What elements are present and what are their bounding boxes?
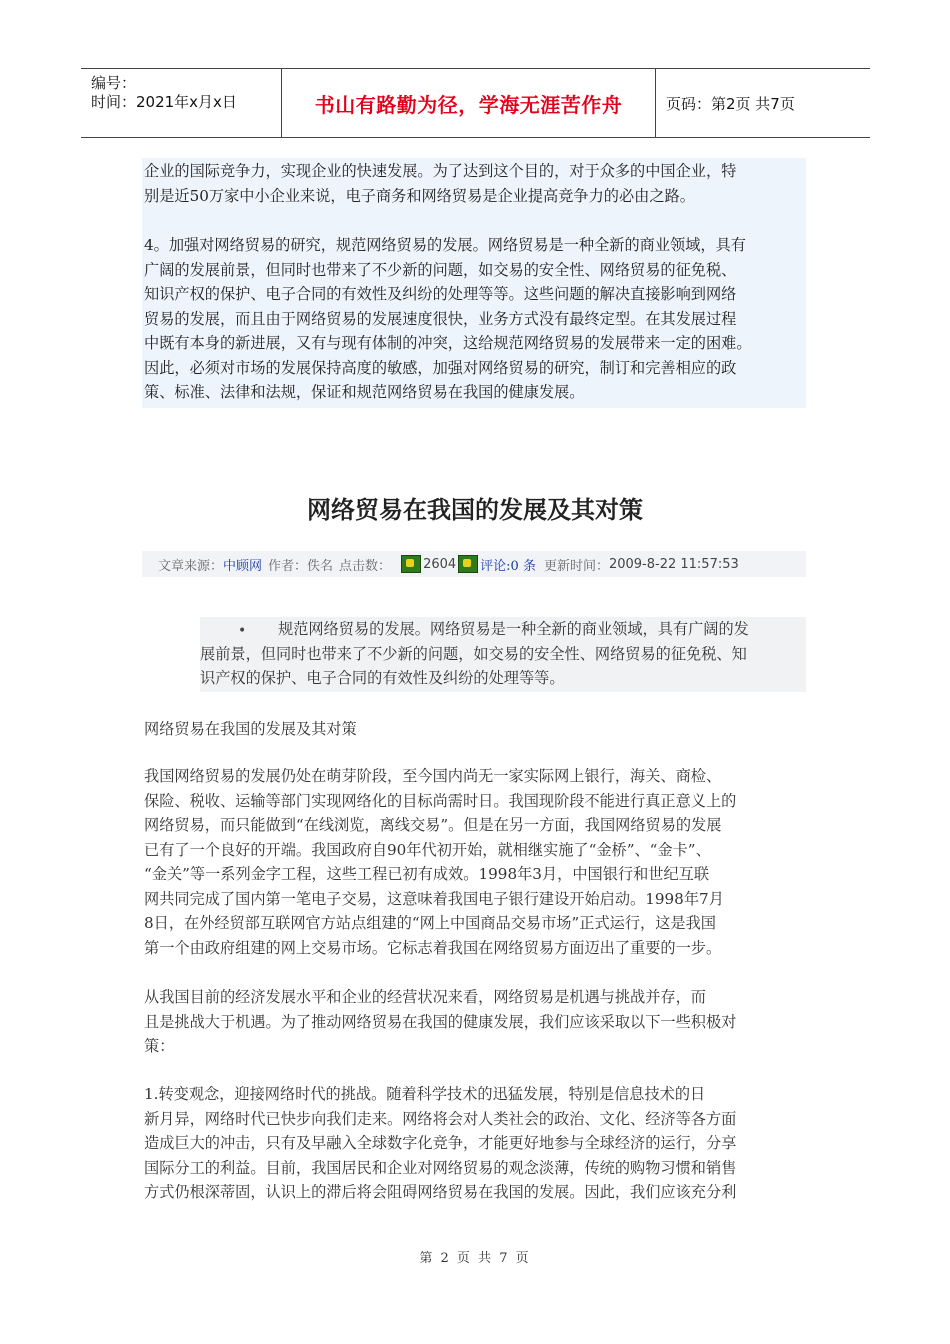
author-label: 作者：佚名 <box>268 558 334 574</box>
summary-bullet-box <box>200 617 806 692</box>
paragraph-research-regulation: 4。加强对网络贸易的研究，规范网络贸易的发展。网络贸易是一种全新的商业领域，具有 广阔的发展前景，但同时也带来了不少新的问题，如交易的安全性、网络贸易的征免税、 知识产权的保护、电子合同的有效性及纠纷的处理等等。这些问题的解决直接影响到网络 贸易的发展，而且由于网络贸易的发展速度很快，业务方式没有最终定型。在其发展过程 中既有本身的新进展，又有与现有体制的冲突，这给规范网络贸易的发展带来一定的困难。 因此，必须对市场的发展保持高度的敏感，加强对网络贸易的研究，制订和完善相应的政 策、标准、法律和法规，保证和规范网络贸易在我国的健康发展。 <box>144 236 752 401</box>
article-info-bar <box>142 551 806 577</box>
clicks-label: 点击数： <box>339 558 392 574</box>
article-title: 网络贸易在我国的发展及其对策 <box>307 496 643 524</box>
header-page-cell <box>656 69 870 137</box>
header-motto-cell <box>282 69 656 137</box>
source-link[interactable]: 中顾网 <box>223 558 263 574</box>
header-motto: 书山有路勤为径，学海无涯苦作舟 <box>314 92 623 117</box>
document-number-label: 编号： <box>91 74 137 92</box>
header-page-info: 页码：第2页 共7页 <box>666 94 795 113</box>
summary-bullet-text: 规范网络贸易的发展。网络贸易是一种全新的商业领域，具有广阔的发 展前景，但同时也带来了不少新的问题，如交易的安全性、网络贸易的征免税、知 识产权的保护、电子合同的有效性及纠纷的处理等等。 <box>200 620 749 687</box>
page-header <box>81 68 870 138</box>
page-footer: 第 2 页 共 7 页 <box>419 1251 531 1266</box>
clicks-icon <box>401 555 421 573</box>
paragraph-development-status: 我国网络贸易的发展仍处在萌芽阶段，至今国内尚无一家实际网上银行，海关、商检、 保险、税收、运输等部门实现网络化的目标尚需时日。我国现阶段不能进行真正意义上的 网络贸易，而只能做到“在线浏览，离线交易”。但是在另一方面，我国网络贸易的发展 已有了一个良好的开端。我国政府自90年代初开始，就相继实施了“金桥”、“金卡”、 “金关”等一系列金字工程，这些工程已初有成效。1998年3月，中国银行和世纪互联 网共同完成了国内第一笔电子交易，这意味着我国电子银行建设开始启动。1998年7月 8日，在外经贸部互联网官方站点组建的“网上中国商品交易市场”正式运行，这是我国 第一个由政府组建的网上交易市场。它标志着我国在网络贸易方面迈出了重要的一步。 <box>144 767 737 957</box>
updated-time: 2009-8-22 11:57:53 <box>608 556 739 572</box>
updated-label: 更新时间： <box>543 558 609 574</box>
paragraph-change-concepts: 1.转变观念，迎接网络时代的挑战。随着科学技术的迅猛发展，特别是信息技术的日 新月异，网络时代已快步向我们走来。网络将会对人类社会的政治、文化、经济等各方面 造成巨大的冲击，只有及早融入全球数字化竞争，才能更好地参与全球经济的运行，分享 国际分工的利益。目前，我国居民和企业对网络贸易的观念淡薄，传统的购物习惯和销售 方式仍根深蒂固，认识上的滞后将会阻碍网络贸易在我国的发展。因此，我们应该充分利 <box>144 1085 737 1201</box>
document-date: 时间：2021年x月x日 <box>91 93 237 111</box>
paragraph-competitiveness: 企业的国际竞争力，实现企业的快速发展。为了达到这个目的，对于众多的中国企业，特 别是近50万家中小企业来说，电子商务和网络贸易是企业提高竞争力的必由之路。 <box>144 162 737 205</box>
source-label: 文章来源： <box>158 558 224 574</box>
article-subtitle: 网络贸易在我国的发展及其对策 <box>144 720 357 738</box>
continued-text-block <box>142 158 806 408</box>
comments-link[interactable]: 评论:0 条 <box>480 558 536 574</box>
clicks-count: 2604 <box>423 556 457 572</box>
comment-icon <box>458 555 478 573</box>
header-meta <box>81 69 282 137</box>
bullet-icon: • <box>238 623 247 639</box>
paragraph-opportunity-challenge: 从我国目前的经济发展水平和企业的经营状况来看，网络贸易是机遇与挑战并存，而 且是挑战大于机遇。为了推动网络贸易在我国的健康发展，我们应该采取以下一些积极对 策： <box>144 988 737 1055</box>
